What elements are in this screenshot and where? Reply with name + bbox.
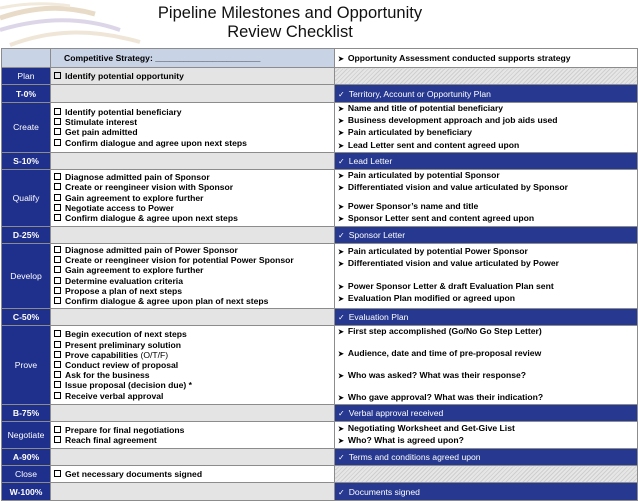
close-item: Get necessary documents signed <box>65 469 203 480</box>
list-item: ➤ Power Sponsor’s name and title <box>338 201 634 213</box>
header-corner-cell <box>2 49 51 68</box>
plan-activities <box>51 68 335 85</box>
checkmark-icon: ✓ <box>338 409 345 419</box>
arrow-icon: ➤ <box>338 204 344 212</box>
close-activities <box>51 466 335 483</box>
milestone-bar-b75 <box>335 405 638 422</box>
prove-verifiers <box>335 325 638 405</box>
milestone-spacer <box>51 152 335 169</box>
list-item: ➤ Pain articulated by beneficiary <box>338 127 634 139</box>
stage-row-close <box>2 466 638 483</box>
arrow-icon: ➤ <box>338 249 344 257</box>
list-item: Receive verbal approval <box>54 391 331 401</box>
checkbox-icon <box>54 341 61 348</box>
stage-row-plan <box>2 68 638 85</box>
checkbox-icon <box>54 139 61 146</box>
milestone-spacer <box>51 483 335 501</box>
arrow-icon: ➤ <box>338 438 344 446</box>
list-item: Present preliminary solution <box>54 340 331 350</box>
list-item: ➤ Differentiated vision and value articulated by Power <box>338 258 634 270</box>
list-item: Diagnose admitted pain of Power Sponsor <box>54 245 331 255</box>
checkbox-icon <box>54 194 61 201</box>
checkmark-icon: ✓ <box>338 230 345 240</box>
page-title: Pipeline Milestones and Opportunity Review Checklist <box>157 4 423 41</box>
arrow-icon: ➤ <box>338 185 344 193</box>
assessment-cell <box>335 49 638 68</box>
milestone-label-a90: A-90% <box>2 449 51 466</box>
milestone-spacer <box>51 85 335 103</box>
milestone-row-c50 <box>2 308 638 325</box>
checkmark-icon: ✓ <box>338 312 345 322</box>
checkbox-icon <box>54 108 61 115</box>
stage-row-develop <box>2 243 638 308</box>
checkbox-icon <box>54 128 61 135</box>
list-item: Stimulate interest <box>54 117 331 127</box>
milestone-row-t0 <box>2 85 638 103</box>
milestone-label-t0: T-0% <box>2 85 51 103</box>
arrow-icon: ➤ <box>338 395 344 403</box>
milestone-spacer <box>51 449 335 466</box>
list-item: ➤ Who gave approval? What was their indication? <box>338 392 634 404</box>
list-item: Confirm dialogue & agree upon plan of next steps <box>54 296 331 306</box>
stage-row-create <box>2 103 638 153</box>
list-item: ➤ Audience, date and time of pre-proposal review <box>338 348 634 360</box>
checkbox-icon <box>54 246 61 253</box>
stage-label-create: Create <box>2 103 51 153</box>
milestone-bar-w100 <box>335 483 638 501</box>
header-row <box>2 49 638 68</box>
milestone-text-c50: Evaluation Plan <box>348 311 409 322</box>
milestone-bar-a90 <box>335 449 638 466</box>
list-item: ➤ Name and title of potential beneficiary <box>338 103 634 115</box>
checkbox-icon <box>54 297 61 304</box>
list-item: Prove capabilities (O/T/F) <box>54 350 331 360</box>
list-item: ➤ Pain articulated by potential Sponsor <box>338 170 634 182</box>
stage-row-prove <box>2 325 638 405</box>
milestone-bar-t0 <box>335 85 638 103</box>
list-item: Begin execution of next steps <box>54 329 331 339</box>
list-item: Negotiate access to Power <box>54 203 331 213</box>
checkbox-icon <box>54 214 61 221</box>
list-item: Get pain admitted <box>54 127 331 137</box>
milestone-label-d25: D-25% <box>2 226 51 243</box>
list-item: ➤ Who was asked? What was their response? <box>338 370 634 382</box>
milestone-text-b75: Verbal approval received <box>348 408 444 419</box>
list-item: Confirm dialogue and agree upon next steps <box>54 138 331 148</box>
checkmark-icon: ✓ <box>338 453 345 463</box>
develop-verifiers <box>335 243 638 308</box>
list-item: ➤ Pain articulated by potential Power Sponsor <box>338 246 634 258</box>
plan-verifiers <box>335 68 638 85</box>
milestone-row-a90 <box>2 449 638 466</box>
checkbox-icon <box>54 436 61 443</box>
arrow-icon: ➤ <box>338 118 344 126</box>
stage-row-negotiate <box>2 422 638 449</box>
plan-item: Identify potential opportunity <box>65 71 184 81</box>
arrow-icon: ➤ <box>338 142 344 150</box>
checkmark-icon: ✓ <box>338 487 345 497</box>
milestone-text-t0: Territory, Account or Opportunity Plan <box>348 88 491 99</box>
milestone-label-b75: B-75% <box>2 405 51 422</box>
milestone-bar-d25 <box>335 226 638 243</box>
close-verifiers <box>335 466 638 483</box>
arrow-icon: ➤ <box>338 261 344 269</box>
arrow-icon: ➤ <box>338 283 344 291</box>
checkbox-icon <box>54 204 61 211</box>
stage-row-qualify <box>2 169 638 226</box>
milestone-bar-c50 <box>335 308 638 325</box>
list-item: Reach final agreement <box>54 435 331 445</box>
checkbox-icon <box>54 266 61 273</box>
checkmark-icon: ✓ <box>338 156 345 166</box>
list-item: ➤ Negotiating Worksheet and Get-Give List <box>338 423 634 435</box>
checkbox-icon <box>54 361 61 368</box>
checkbox-icon <box>54 183 61 190</box>
stage-label-close: Close <box>2 466 51 483</box>
stage-label-plan: Plan <box>2 68 51 85</box>
list-item: ➤ First step accomplished (Go/No Go Step Letter) <box>338 326 634 338</box>
list-item: ➤ Lead Letter sent and content agreed upon <box>338 140 634 152</box>
milestone-text-s10: Lead Letter <box>348 155 393 166</box>
milestone-text-w100: Documents signed <box>348 486 420 497</box>
list-item: Issue proposal (decision due) * <box>54 380 331 390</box>
stage-label-develop: Develop <box>2 243 51 308</box>
list-item: Prepare for final negotiations <box>54 425 331 435</box>
competitive-strategy-cell <box>51 49 335 68</box>
arrow-icon: ➤ <box>338 172 344 180</box>
checklist-table <box>1 48 638 501</box>
milestone-spacer <box>51 226 335 243</box>
checkmark-icon: ✓ <box>338 89 345 99</box>
milestone-row-b75 <box>2 405 638 422</box>
list-item: Confirm dialogue & agree upon next steps <box>54 213 331 223</box>
milestone-label-s10: S-10% <box>2 152 51 169</box>
arrow-icon: ➤ <box>338 130 344 138</box>
list-item: Gain agreement to explore further <box>54 265 331 275</box>
checkbox-icon <box>54 470 61 477</box>
list-item: ➤ Evaluation Plan modified or agreed upon <box>338 293 634 305</box>
arrow-icon: ➤ <box>338 216 344 224</box>
arrow-icon: ➤ <box>338 106 344 113</box>
arrow-icon: ➤ <box>338 328 344 336</box>
list-item: Determine evaluation criteria <box>54 276 331 286</box>
list-item: ➤ Business development approach and job aids used <box>338 115 634 127</box>
arrow-icon: ➤ <box>338 373 344 381</box>
list-item: Propose a plan of next steps <box>54 286 331 296</box>
list-item: ➤ Differentiated vision and value articulated by Sponsor <box>338 182 634 194</box>
arrow-icon: ➤ <box>338 56 344 63</box>
milestone-label-w100: W-100% <box>2 483 51 501</box>
checkbox-icon <box>54 256 61 263</box>
list-item: Diagnose admitted pain of Sponsor <box>54 172 331 182</box>
qualify-verifiers <box>335 169 638 226</box>
list-item: Create or reengineer vision for potential Power Sponsor <box>54 255 331 265</box>
checkbox-icon <box>54 330 61 337</box>
list-item: Identify potential beneficiary <box>54 107 331 117</box>
checkbox-icon <box>54 277 61 284</box>
milestone-text-d25: Sponsor Letter <box>348 229 406 240</box>
milestone-row-w100 <box>2 483 638 501</box>
negotiate-activities <box>51 422 335 449</box>
stage-label-prove: Prove <box>2 325 51 405</box>
list-item: Gain agreement to explore further <box>54 193 331 203</box>
checkbox-icon <box>54 392 61 399</box>
milestone-label-c50: C-50% <box>2 308 51 325</box>
checkbox-icon <box>54 72 61 79</box>
stage-label-qualify: Qualify <box>2 169 51 226</box>
milestone-spacer <box>51 405 335 422</box>
assessment-text: Opportunity Assessment conducted supports strategy <box>347 53 571 63</box>
arrow-icon: ➤ <box>338 426 344 434</box>
milestone-spacer <box>51 308 335 325</box>
list-item: Ask for the business <box>54 370 331 380</box>
competitive-strategy-label: Competitive Strategy: ______________________ <box>64 53 261 63</box>
arrow-icon: ➤ <box>338 295 344 303</box>
list-item: Create or reengineer vision with Sponsor <box>54 182 331 192</box>
checkbox-icon <box>54 287 61 294</box>
arrow-icon: ➤ <box>338 350 344 358</box>
develop-activities <box>51 243 335 308</box>
checkbox-icon <box>54 426 61 433</box>
stage-label-negotiate: Negotiate <box>2 422 51 449</box>
create-activities <box>51 103 335 153</box>
milestone-row-d25 <box>2 226 638 243</box>
list-item: ➤ Sponsor Letter sent and content agreed upon <box>338 213 634 225</box>
negotiate-verifiers <box>335 422 638 449</box>
list-item: ➤ Who? What is agreed upon? <box>338 435 634 447</box>
checkbox-icon <box>54 173 61 180</box>
list-item: Conduct review of proposal <box>54 360 331 370</box>
list-item: ➤ Power Sponsor Letter & draft Evaluation Plan sent <box>338 281 634 293</box>
checkbox-icon <box>54 351 61 358</box>
checkbox-icon <box>54 371 61 378</box>
milestone-text-a90: Terms and conditions agreed upon <box>348 452 481 463</box>
prove-activities <box>51 325 335 405</box>
qualify-activities <box>51 169 335 226</box>
milestone-bar-s10 <box>335 152 638 169</box>
milestone-row-s10 <box>2 152 638 169</box>
checkbox-icon <box>54 118 61 125</box>
checkbox-icon <box>54 381 61 388</box>
create-verifiers <box>335 103 638 153</box>
